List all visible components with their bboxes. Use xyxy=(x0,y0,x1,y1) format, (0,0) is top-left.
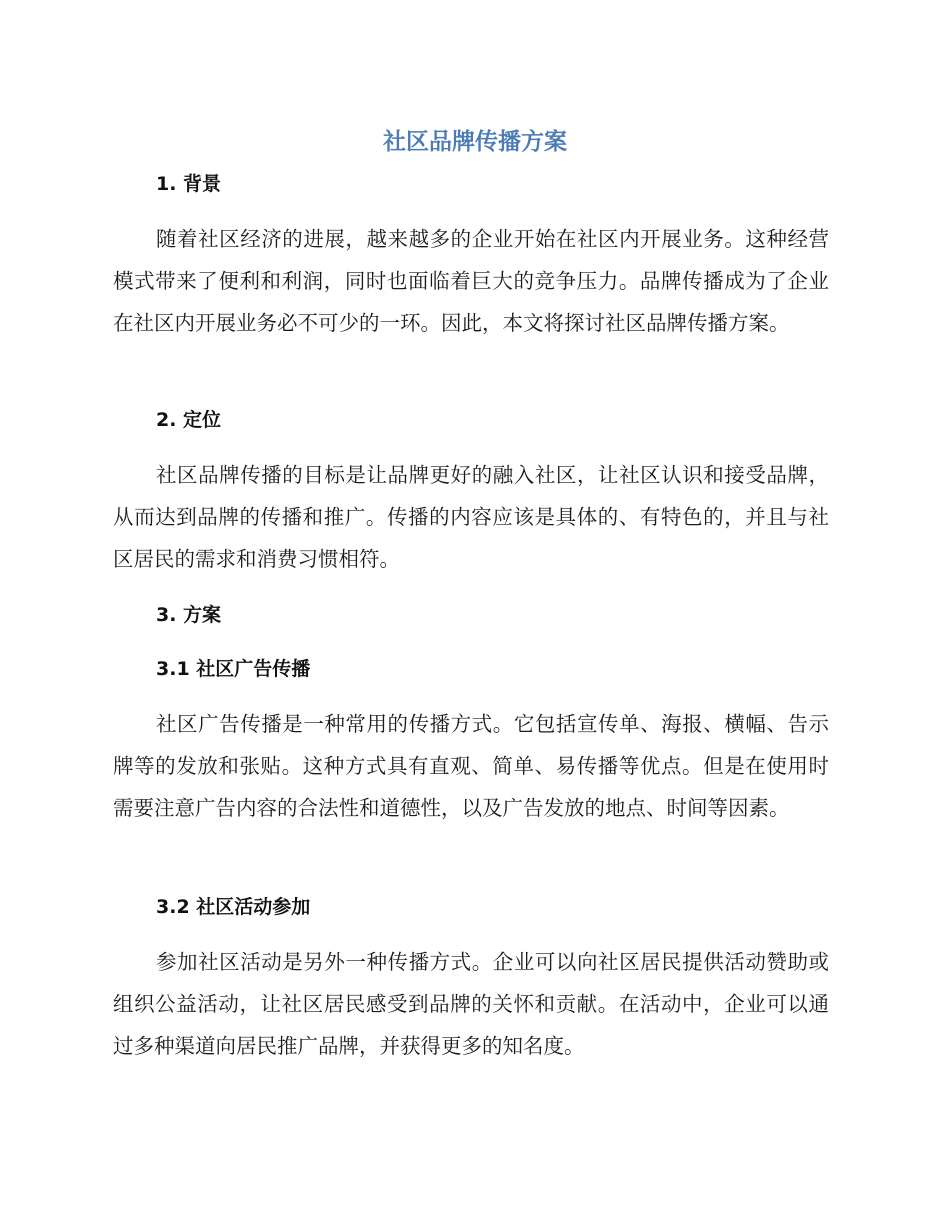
subsection-paragraph-community-events: 参加社区活动是另外一种传播方式。企业可以向社区居民提供活动赞助或组织公益活动，让社区居民感受到品牌的关怀和贡献。在活动中，企业可以通过多种渠道向居民推广品牌，并获得更多的知名度。 xyxy=(113,950,829,1058)
section-heading-background: 1. 背景 xyxy=(156,173,222,195)
subsection-heading-ad-spread: 3.1 社区广告传播 xyxy=(156,658,311,680)
section-heading-positioning: 2. 定位 xyxy=(156,409,222,431)
section-paragraph-background: 随着社区经济的进展，越来越多的企业开始在社区内开展业务。这种经营模式带来了便利和利润，同时也面临着巨大的竞争压力。品牌传播成为了企业在社区内开展业务必不可少的一环。因此，本文将探讨社区品牌传播方案。 xyxy=(113,227,829,335)
section-paragraph-positioning: 社区品牌传播的目标是让品牌更好的融入社区，让社区认识和接受品牌，从而达到品牌的传播和推广。传播的内容应该是具体的、有特色的，并且与社区居民的需求和消费习惯相符。 xyxy=(113,463,829,571)
subsection-heading-community-events: 3.2 社区活动参加 xyxy=(156,896,311,918)
document-title: 社区品牌传播方案 xyxy=(383,129,567,155)
subsection-paragraph-ad-spread: 社区广告传播是一种常用的传播方式。它包括宣传单、海报、横幅、告示牌等的发放和张贴。这种方式具有直观、简单、易传播等优点。但是在使用时需要注意广告内容的合法性和道德性，以及广告发放的地点、时间等因素。 xyxy=(113,712,829,820)
section-heading-plan: 3. 方案 xyxy=(156,604,222,626)
